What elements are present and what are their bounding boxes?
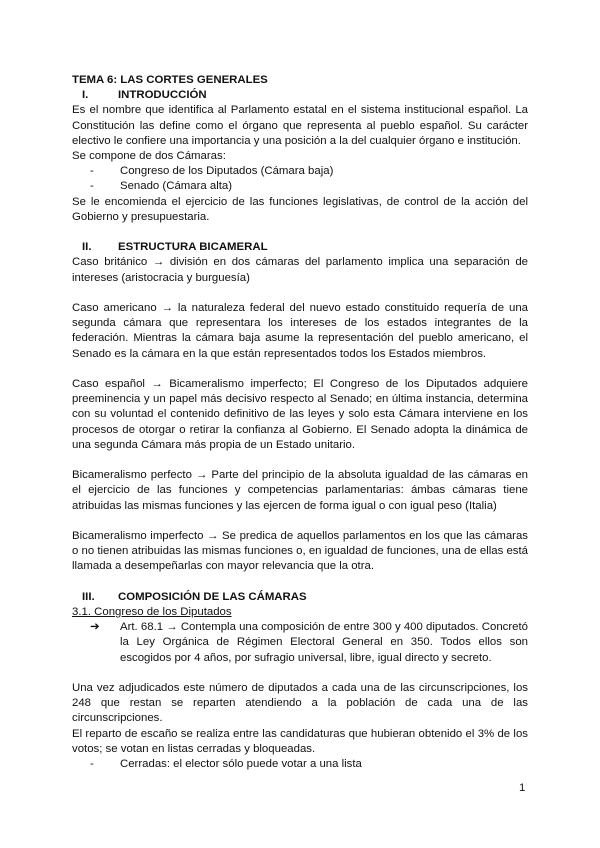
section-heading-introduccion bbox=[72, 88, 528, 103]
paragraph: Es el nombre que identifica al Parlamento estatal en el sistema institucional español. La Constitución las define como el órgano que representa al pueblo español. Su carácter electivo le confiere una importancia y una posición a la del cualquier órgano e institución. bbox=[72, 104, 528, 147]
bullet-list bbox=[72, 164, 528, 194]
document-page bbox=[72, 73, 528, 772]
section-heading-composicion bbox=[72, 590, 528, 605]
paragraph: Caso americano → la naturaleza federal del nuevo estado constituido requería de una segunda cámara que representara los intereses de los estados integrantes de la federación. Mientras la cámara baja asume la representación del pueblo americano, el Senado es la cámara en la que están representados todos los Estados miembros. bbox=[72, 302, 528, 360]
section-title: COMPOSICIÓN DE LAS CÁMARAS bbox=[118, 590, 307, 603]
list-item-text: Congreso de los Diputados (Cámara baja) bbox=[120, 165, 334, 178]
list-item-text: Senado (Cámara alta) bbox=[120, 180, 233, 193]
spacer bbox=[72, 286, 528, 301]
section-number: I. bbox=[82, 89, 89, 102]
spacer bbox=[72, 453, 528, 468]
dash-marker: - bbox=[90, 180, 94, 193]
spacer bbox=[72, 575, 528, 590]
section-number: II. bbox=[82, 241, 92, 254]
section-number: III. bbox=[82, 590, 95, 603]
paragraph: Se le encomienda el ejercicio de las funciones legislativas, de control de la acción del Gobierno y presupuestaria. bbox=[72, 195, 528, 223]
section-title: ESTRUCTURA BICAMERAL bbox=[118, 241, 268, 254]
list-item bbox=[72, 757, 528, 772]
list-item-text: Cerradas: el elector sólo puede votar a una lista bbox=[120, 758, 362, 771]
arrow-item-text: Art. 68.1 → Contempla una composición de entre 300 y 400 diputados. Concretó la Ley Orgánica de Régimen Electoral General en 350. Todos ellos son escogidos por 4 años, por sufragio universal, libre, igual directo y secreto. bbox=[120, 621, 528, 664]
paragraph: Caso británico → división en dos cámaras del parlamento implica una separación de intereses (aristocracia y burguesía) bbox=[72, 256, 528, 284]
subsection-heading: 3.1. Congreso de los Diputados bbox=[72, 606, 232, 619]
arrow-icon: ➔ bbox=[90, 621, 100, 634]
section-title: INTRODUCCIÓN bbox=[118, 89, 207, 102]
list-item bbox=[72, 179, 528, 194]
paragraph: El reparto de escaño se realiza entre las candidaturas que hubieran obtenido el 3% de los votos; se votan en listas cerradas y bloqueadas. bbox=[72, 727, 528, 755]
spacer bbox=[72, 514, 528, 529]
spacer bbox=[72, 225, 528, 240]
spacer bbox=[72, 666, 528, 681]
dash-marker: - bbox=[90, 165, 94, 178]
paragraph: Una vez adjudicados este número de diputados a cada una de las circunscripciones, los 248 que restan se reparten atendiendo a la población de cada una de las circunscripciones. bbox=[72, 682, 528, 725]
dash-marker: - bbox=[90, 758, 94, 771]
arrow-list-item bbox=[72, 620, 528, 666]
page-number: 1 bbox=[519, 782, 526, 794]
section-heading-estructura bbox=[72, 240, 528, 255]
paragraph: Bicameralismo perfecto → Parte del principio de la absoluta igualdad de las cámaras en el ejercicio de las funciones y competencias parlamentarias: ámbas cámaras tiene atribuidas las mismas funciones y las ejercen de forma igual o con igual peso (Italia) bbox=[72, 469, 528, 512]
list-item bbox=[72, 164, 528, 179]
paragraph: Caso español → Bicameralismo imperfecto; El Congreso de los Diputados adquiere preeminencia y un papel más decisivo respecto al Senado; en última instancia, determina con su voluntad el contenido definitivo de las leyes y solo esta Cámara interviene en los procesos de otorgar o retirar la confianza al Gobierno. El Senado adopta la dinámica de una segunda Cámara más propia de un Estado unitario. bbox=[72, 378, 528, 451]
paragraph: Se compone de dos Cámaras: bbox=[72, 150, 226, 163]
spacer bbox=[72, 362, 528, 377]
paragraph: Bicameralismo imperfecto → Se predica de aquellos parlamentos en los que las cámaras o no tienen atribuidas las mismas funciones o, en igualdad de funciones, una de ellas está llamada a desempeñarlas con mayor relevancia que la otra. bbox=[72, 530, 528, 573]
document-title: TEMA 6: LAS CORTES GENERALES bbox=[72, 74, 268, 86]
bullet-list bbox=[72, 757, 528, 772]
